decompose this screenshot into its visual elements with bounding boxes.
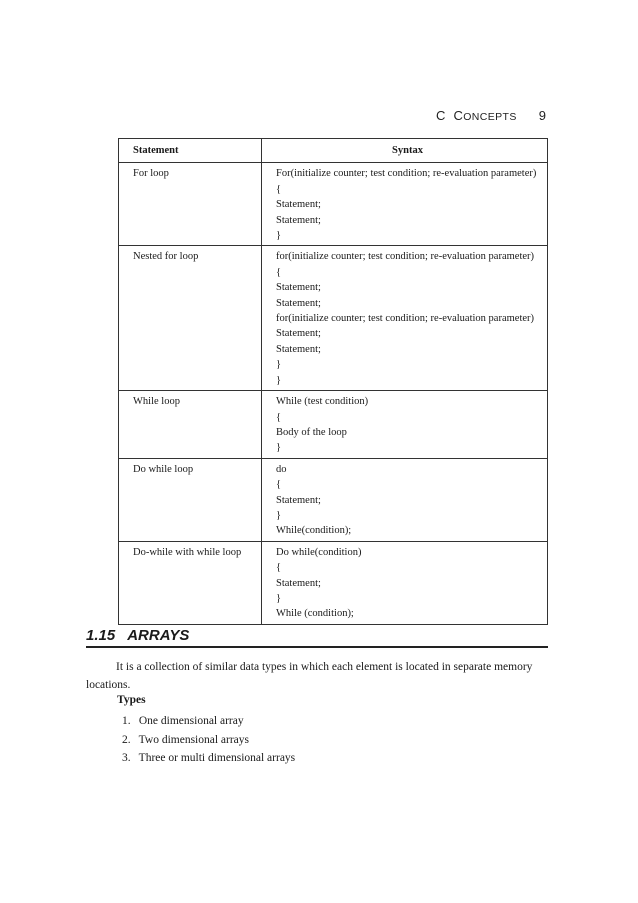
syntax-line: } <box>276 442 282 454</box>
list-item-number: 2. <box>122 733 131 746</box>
syntax-line: for(initialize counter; test condition; re-evaluation parameter) <box>276 313 535 325</box>
syntax-line: { <box>276 411 282 423</box>
table-header-row <box>119 139 548 163</box>
syntax-line: For(initialize counter; test condition; re-evaluation parameter) <box>276 168 537 180</box>
list-item <box>122 749 295 768</box>
syntax-line: { <box>276 562 282 574</box>
syntax-line: } <box>276 374 282 386</box>
statement-cell: While loop <box>119 391 262 459</box>
syntax-line: { <box>276 479 282 491</box>
table-row <box>119 246 548 391</box>
syntax-line: do <box>276 463 287 475</box>
table-row <box>119 541 548 624</box>
column-header-statement: Statement <box>119 139 262 163</box>
list-item-text: One dimensional array <box>138 715 244 727</box>
table-body <box>119 163 548 624</box>
syntax-line: While(condition); <box>276 525 352 537</box>
list-item-text: Two dimensional arrays <box>138 733 250 746</box>
syntax-cell <box>262 391 548 459</box>
table-row <box>119 391 548 459</box>
syntax-cell <box>262 246 548 391</box>
syntax-line: { <box>276 183 282 195</box>
statement-cell: Do-while with while loop <box>119 541 262 624</box>
syntax-line: Statement; <box>276 494 321 506</box>
syntax-line: } <box>276 509 282 521</box>
running-head <box>436 108 546 123</box>
syntax-line: Statement; <box>276 577 321 589</box>
statement-cell: For loop <box>119 163 262 246</box>
running-head-title-initial: C <box>435 108 446 123</box>
syntax-line: Statement; <box>276 297 321 309</box>
running-head-title <box>436 108 517 123</box>
syntax-line: Body of the loop <box>276 426 347 438</box>
syntax-line: Statement; <box>276 199 321 211</box>
statement-cell: Nested for loop <box>119 246 262 391</box>
syntax-cell <box>262 163 548 246</box>
running-head-title-rest: ONCEPTS <box>463 111 517 123</box>
types-list <box>122 712 295 768</box>
list-item-text: Three or multi dimensional arrays <box>138 752 296 764</box>
list-item <box>122 712 295 731</box>
syntax-cell <box>262 541 548 624</box>
running-head-title-cap: C <box>453 108 464 123</box>
syntax-line: While (condition); <box>276 608 354 620</box>
table-row <box>119 163 548 246</box>
types-heading: Types <box>117 694 146 706</box>
syntax-line: Statement; <box>276 214 321 226</box>
table-row <box>119 458 548 541</box>
list-item-number: 1. <box>122 715 131 727</box>
list-item-number: 3. <box>122 752 131 764</box>
syntax-line: Do while(condition) <box>276 546 362 558</box>
syntax-line: for(initialize counter; test condition; re-evaluation parameter) <box>276 251 535 263</box>
syntax-line: } <box>276 230 282 242</box>
loop-syntax-table <box>118 138 548 625</box>
syntax-line: { <box>276 266 282 278</box>
syntax-line: Statement; <box>276 328 321 340</box>
list-item <box>122 731 295 750</box>
page-number: 9 <box>538 108 546 123</box>
syntax-line: Statement; <box>276 282 321 294</box>
statement-cell: Do while loop <box>119 458 262 541</box>
section-title: ARRAYS <box>127 627 190 644</box>
column-header-syntax: Syntax <box>262 139 548 163</box>
syntax-line: While (test condition) <box>276 396 369 408</box>
syntax-line: } <box>276 359 282 371</box>
section-paragraph: It is a collection of similar data types in which each element is located in separate memory locations. <box>86 661 533 691</box>
section-number: 1.15 <box>86 627 116 644</box>
syntax-line: Statement; <box>276 343 321 355</box>
syntax-cell <box>262 458 548 541</box>
syntax-line: } <box>276 592 282 604</box>
section-heading <box>86 627 548 648</box>
